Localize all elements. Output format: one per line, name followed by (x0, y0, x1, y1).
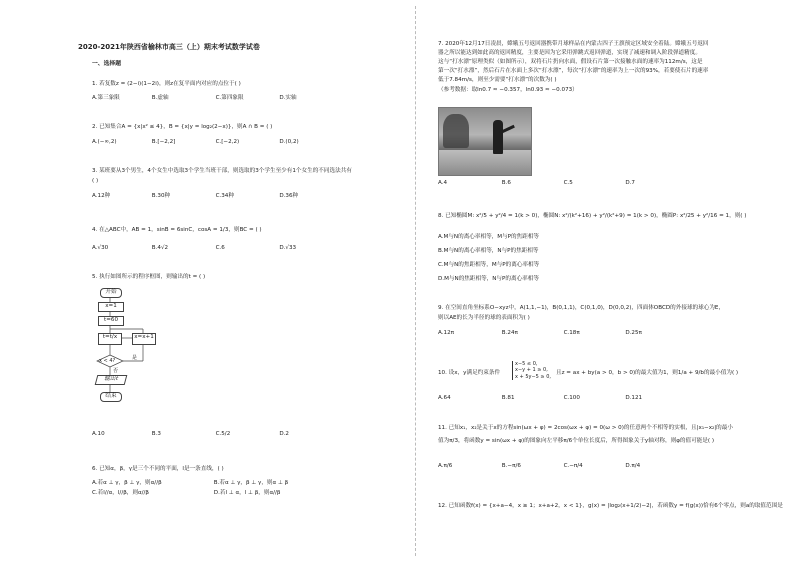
constraint-1: x−5 ≤ 0, (515, 361, 538, 367)
question-6-options-row2 (92, 490, 281, 497)
flow-output: 输出t (95, 375, 128, 385)
option-c: C.5 (563, 180, 573, 186)
option-a: A.(−∞,2) (92, 139, 117, 145)
question-2: 2. 已知集合A = {x|x² ≤ 4}，B = {x|y = log₂(2−x)}，则A ∩ B = ( ) (92, 124, 273, 130)
option-d: D.25π (625, 330, 642, 336)
question-7: 7. 2020年12月17日凌晨，嫦娥五号返回器携带月球样品在内蒙古四子王旗预定区域安全着陆。嫦娥五号返回 (438, 41, 709, 47)
option-b: B.81 (501, 395, 515, 401)
option-c: C.第四象限 (215, 95, 244, 101)
flow-condition: x < 4? (99, 358, 116, 364)
question-7-line-3: 这与“打水漂”原理类似（如图所示），双将石片扔向水面，假设石片第一次接触水面的速率为112m/s，这是 (438, 59, 703, 65)
constraint-2: x−y + 1 ≥ 0, (515, 367, 548, 374)
option-b: B.4√2 (151, 245, 169, 251)
question-9-options (438, 330, 642, 337)
question-7-line-5: 低于7.84m/s，则至少需要“打水漂”的次数为( ) (438, 77, 557, 83)
paper-title: 2020-2021年陕西省榆林市高三（上）期末考试数学试卷 (78, 43, 260, 51)
question-11-options (438, 463, 640, 470)
flow-init-x: x=1 (98, 302, 124, 312)
option-b: B.6 (501, 180, 511, 186)
option-a: A.√30 (92, 245, 109, 251)
option-a: A.10 (92, 431, 105, 437)
question-4-options (92, 245, 296, 252)
question-10-options (438, 395, 642, 402)
question-2-options (92, 139, 299, 146)
question-6: 6. 已知α，β，γ是三个不同的平面，l是一条直线，( ) (92, 466, 224, 472)
question-8-option-d: D.M与N的焦距相等，N与P的离心率相等 (438, 276, 539, 282)
option-a: A.第三象限 (92, 95, 120, 101)
option-d: D.实轴 (279, 95, 297, 101)
question-11: 11. 已知x₁，x₂是关于x的方程sin(ωx + φ) = 2cos(ωx + φ) = 0(ω > 0)的任意两个不相等的实根，且|x₁−x₂|的最小 (438, 425, 733, 431)
option-b: B.3 (151, 431, 161, 437)
option-d: D.√33 (279, 245, 297, 251)
option-c: C.34种 (215, 193, 234, 199)
question-7-line-4: 第一次“打水漂”，然后石片在水面上多次“打水漂”，每次“打水漂”的速率为上一次的93%，若要使石片的速率 (438, 68, 709, 74)
option-b: B.−π/6 (501, 463, 521, 469)
option-d: D.若l ⊥ α，l ⊥ β，则α//β (213, 490, 281, 496)
option-a: A.12π (438, 330, 454, 336)
flow-end: 结束 (100, 392, 122, 402)
question-9: 9. 在空间直角坐标系O−xyz中，A(1,1,−1)，B(0,1,1)，C(0,1,0)，D(0,0,2)，四面体OBCD的外接球的球心为E， (438, 305, 725, 311)
question-6-options-row1 (92, 480, 288, 487)
flow-init-t: t=60 (98, 316, 124, 326)
question-5-options (92, 431, 289, 438)
option-b: B.30种 (151, 193, 171, 199)
option-b: B.[−2,2] (151, 139, 176, 145)
question-3-options (92, 193, 298, 200)
option-a: A.12种 (92, 193, 111, 199)
option-b: B.24π (501, 330, 518, 336)
option-a: A.π/6 (438, 463, 453, 469)
option-a: A.64 (438, 395, 451, 401)
flow-calc: t=t/x (98, 333, 122, 345)
question-1-options (92, 95, 297, 102)
question-3-line-2: ( ) (92, 178, 99, 184)
option-d: D.121 (625, 395, 643, 401)
option-d: D.7 (625, 180, 635, 186)
option-c: C.[−2,2) (215, 139, 240, 145)
constraint-3: x + 5y−5 ≥ 0, (515, 373, 551, 380)
question-1: 1. 若复数z = (2−i)(1−2i)，则z在复平面内对应的点位于( ) (92, 81, 241, 87)
question-8-option-c: C.M与N的焦距相等，M与P的离心率相等 (438, 262, 540, 268)
question-8-option-b: B.M与N的离心率相等，N与P的焦距相等 (438, 248, 539, 254)
stone-skipping-photo (438, 107, 532, 176)
option-c: C.5/2 (215, 431, 231, 437)
column-divider (415, 6, 416, 556)
question-12: 12. 已知函数f(x) = {x+a−4，x ≥ 1；x+a+2，x < 1}，g(x) = |log₂(x+1/2)−2|，若函数y = f(g(x))恰有6个零点，则a的取值范围是 (438, 503, 783, 509)
option-c: C.100 (563, 395, 580, 401)
question-7-reference: （参考数据：取ln0.7 ≈ −0.357，ln0.93 ≈ −0.073） (438, 87, 578, 93)
flow-start: 开始 (100, 288, 122, 298)
constraint-system (512, 361, 551, 380)
flow-no-label: 否 (113, 368, 119, 374)
option-d: D.2 (279, 431, 289, 437)
question-8-option-a: A.M与N的离心率相等，M与P的焦距相等 (438, 234, 540, 240)
option-c: C.18π (563, 330, 580, 336)
question-8: 8. 已知椭圆M: x²/5 + y²/4 = 1(k > 0)，椭圆N: x²/(k²+16) + y²/(k²+9) = 1(k > 0)，椭圆P: x²/25 + y²/16 = 1，则( ) (438, 213, 747, 219)
option-d: D.36种 (279, 193, 299, 199)
question-3: 3. 某班要从3个男生，4个女生中选取3个学生当班干部，则选取的3个学生至少有1个女生的不同选法共有 (92, 168, 352, 174)
question-7-options (438, 180, 635, 187)
question-9-line-2: 则以AE的长为半径的球的表面积为( ) (438, 315, 530, 321)
question-10-line-2: 且z = ax + by(a > 0，b > 0)的最大值为1，则1/a + 9/b的最小值为( ) (556, 370, 739, 376)
option-a: A.4 (438, 180, 448, 186)
question-5: 5. 执行如图所示的程序框图，则输出的t = ( ) (92, 274, 206, 280)
option-d: D.π/4 (625, 463, 641, 469)
option-b: B.虚轴 (151, 95, 169, 101)
section-heading: 一、选择题 (92, 61, 121, 67)
flowchart (90, 287, 170, 417)
flow-yes-label: 是 (132, 355, 138, 361)
option-a: A.若α ⊥ γ，β ⊥ γ，则α//β (92, 480, 162, 486)
option-c: C.若l//α，l//β，则α//β (92, 490, 149, 496)
flow-increment: x=x+1 (132, 333, 156, 345)
question-11-line-2: 值为π/3，将函数y = sin(ωx + φ)的图象向左平移π/6个单位长度后，所得图象关于y轴对称，则φ的值可能是( ) (438, 438, 715, 444)
option-c: C.−π/4 (563, 463, 583, 469)
option-d: D.(0,2) (279, 139, 299, 145)
question-4: 4. 在△ABC中，AB = 1，sinB = 6sinC，cosA = 1/3，则BC = ( ) (92, 227, 262, 233)
option-c: C.6 (215, 245, 225, 251)
option-b: B.若α ⊥ γ，β ⊥ γ，则α ⊥ β (213, 480, 289, 486)
question-10: 10. 设x，y满足约束条件 (438, 370, 501, 376)
question-7-line-2: 器之所以能达到如此高的返回精度，主要是因为它采用弹跳式返回弹道，实现了减速和调入阶段弹道精度。 (438, 50, 701, 56)
